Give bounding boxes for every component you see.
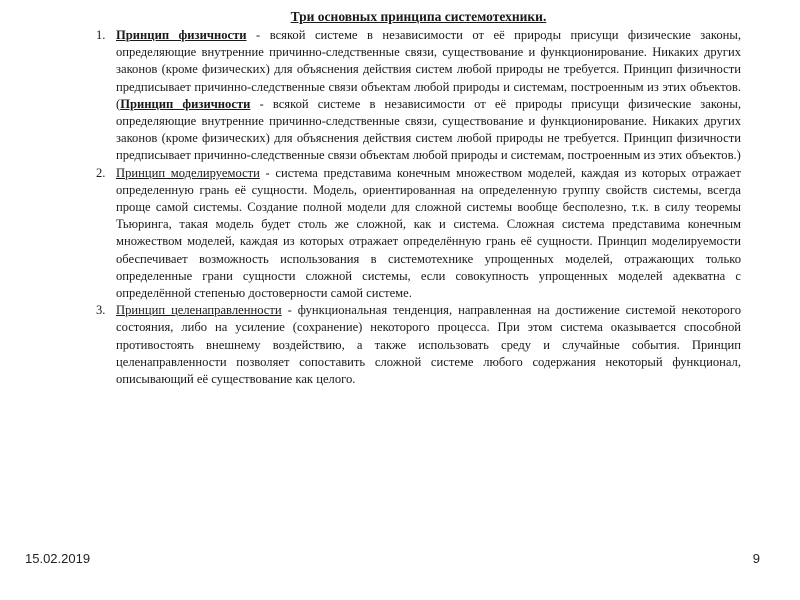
principle-body <box>116 165 741 303</box>
principle-body <box>116 302 741 388</box>
document-title: Три основных принципа системотехники. <box>290 9 547 24</box>
principle-item-modelability <box>96 165 741 303</box>
footer-date: 15.02.2019 <box>25 551 91 566</box>
principle-term: Принцип целенаправленности <box>116 303 282 318</box>
principles-list <box>96 27 741 388</box>
principle-term-repeat: Принцип физичности <box>120 96 251 111</box>
principle-item-physicality <box>96 27 741 165</box>
page-number: 9 <box>752 551 760 566</box>
principle-text-repeat: - всякой системе в независимости от её природы присущи физические законы, определяющие внутренние причинно-следственные связи, существование и функционирование. Никаких других законов (кроме физических) для объяснения действия систем любой природы не требуется. Принцип физичности предписывает причинно-следственные связи объектам любой природы и системам, построенным из этих объектов.) <box>116 96 741 163</box>
principle-term: Принцип физичности <box>116 28 247 42</box>
principle-text: - система представима конечным множеством моделей, каждая из которых отражает определенную грань её сущности. Модель, ориентированная на определенную группу свойств системы, всегда проще самой системы. Создание полной модели для сложной системы вообще бесполезно, т.к. в силу теоремы Тьюринга, такая модель будет столь же сложной, как и система. Сложная система представима конечным множеством моделей, каждая из которых отражает определённую грань её сущности. Принцип моделируемости обеспечивает возможность использования в системотехнике упрощенных моделей, отражающих только определенные грани сущности сложной системы, если совокупность упрощенных моделей адекватна с определённой степенью достоверности самой системе. <box>116 165 741 301</box>
principle-number: 3. <box>96 303 106 318</box>
principle-body <box>116 27 741 165</box>
principle-text: - всякой системе в независимости от её природы присущи физические законы, определяющие внутренние причинно-следственные связи, существование и функционирование. Никаких других законов (кроме физических) для объяснения действия систем любой природы не требуется. Принцип физичности предписывает причинно-следственные связи объектам любой природы и системам, построенным из этих объектов.( <box>116 28 741 111</box>
principle-number: 1. <box>96 28 106 42</box>
principle-number: 2. <box>96 165 106 180</box>
principle-term: Принцип моделируемости <box>116 165 260 180</box>
principle-item-purposefulness <box>96 302 741 388</box>
principle-text: - функциональная тенденция, направленная на достижение системой некоторого состояния, либо на усиление (сохранение) некоторого процесса. При этом система оказывается способной противостоять внешнему воздействию, а также использовать среду и случайные события. Принцип целенаправленности позволяет сопоставить сложной системе любого содержания некоторый функционал, описывающий её существование как целого. <box>116 303 741 387</box>
document-page <box>96 8 741 528</box>
